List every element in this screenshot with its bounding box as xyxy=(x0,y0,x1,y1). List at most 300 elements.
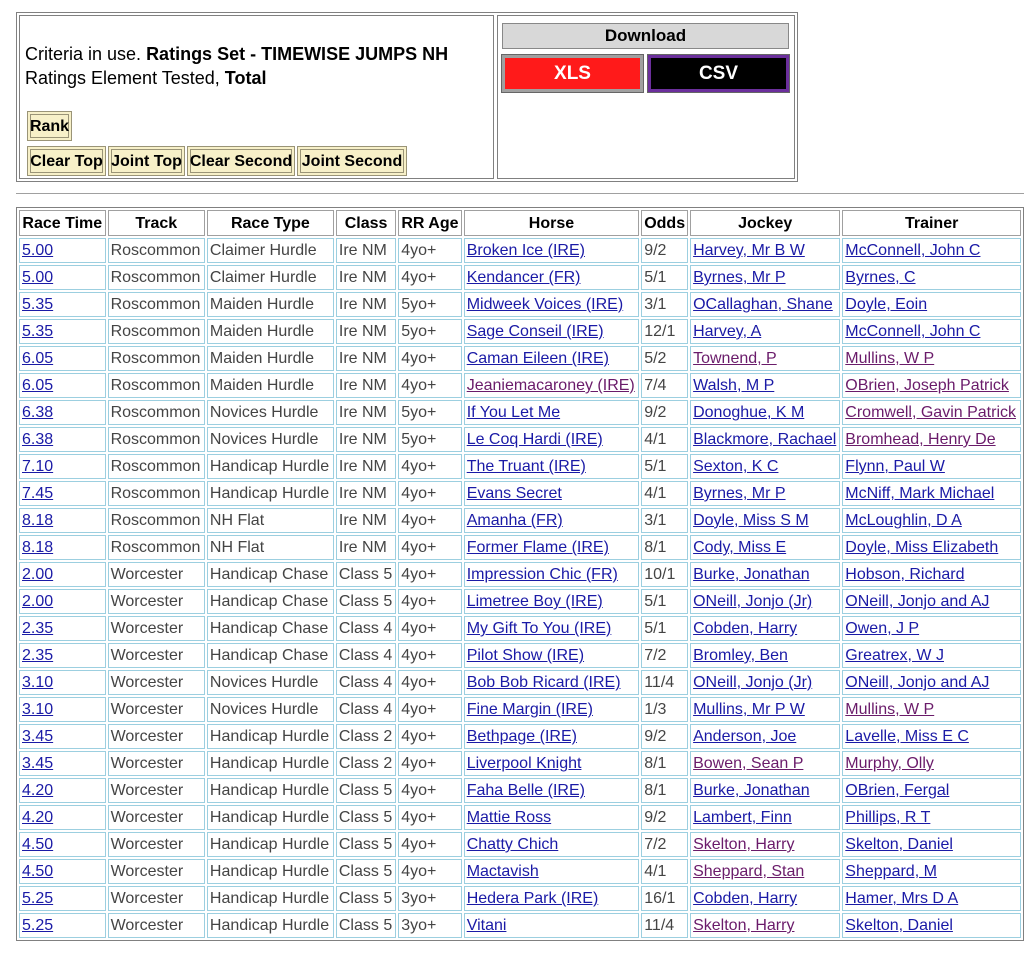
horse-cell xyxy=(464,670,640,695)
table-row xyxy=(19,238,1021,263)
criteria-box xyxy=(19,15,494,179)
race-type-cell: Handicap Hurdle xyxy=(207,778,334,803)
rr-age-cell: 4yo+ xyxy=(398,832,461,857)
class-cell: Class 4 xyxy=(336,697,396,722)
race-time-link[interactable]: 8.18 xyxy=(22,539,54,556)
race-time-link[interactable]: 3.45 xyxy=(22,728,54,745)
jockey-cell xyxy=(690,265,840,290)
horse-cell xyxy=(464,589,640,614)
table-row xyxy=(19,535,1021,560)
horse-link[interactable]: Midweek Voices (IRE) xyxy=(466,296,624,313)
jockey-cell xyxy=(690,643,840,668)
rr-age-cell: 4yo+ xyxy=(398,643,461,668)
trainer-link[interactable]: Phillips, R T xyxy=(845,809,931,826)
trainer-link[interactable]: Mullins, W P xyxy=(845,350,935,367)
odds-cell: 7/4 xyxy=(641,373,688,398)
trainer-link[interactable]: Mullins, W P xyxy=(845,701,935,718)
jockey-link[interactable]: Sheppard, Stan xyxy=(693,863,805,880)
horse-link[interactable]: Evans Secret xyxy=(466,485,562,502)
jockey-link[interactable]: Skelton, Harry xyxy=(693,836,795,853)
horse-link[interactable]: Mactavish xyxy=(466,863,539,880)
odds-cell: 5/1 xyxy=(641,454,688,479)
class-cell: Ire NM xyxy=(336,346,396,371)
horse-cell xyxy=(464,508,640,533)
jockey-cell xyxy=(690,400,840,425)
horse-cell xyxy=(464,562,640,587)
horse-link[interactable]: Bethpage (IRE) xyxy=(466,728,577,745)
race-time-link[interactable]: 5.25 xyxy=(22,917,54,934)
odds-cell: 3/1 xyxy=(641,508,688,533)
horse-link[interactable]: Broken Ice (IRE) xyxy=(466,242,585,259)
xls-download-button[interactable]: XLS xyxy=(502,55,643,92)
race-time-link[interactable]: 3.10 xyxy=(22,701,54,718)
track-cell: Worcester xyxy=(108,697,205,722)
rr-age-cell: 4yo+ xyxy=(398,697,461,722)
track-cell: Roscommon xyxy=(108,265,205,290)
trainer-link[interactable]: Skelton, Daniel xyxy=(845,836,953,853)
horse-cell xyxy=(464,373,640,398)
table-row xyxy=(19,373,1021,398)
class-cell: Ire NM xyxy=(336,292,396,317)
horse-link[interactable]: Hedera Park (IRE) xyxy=(466,890,599,907)
trainer-cell xyxy=(842,643,1021,668)
race-time-link[interactable]: 6.38 xyxy=(22,431,54,448)
table-row xyxy=(19,697,1021,722)
column-header-trainer[interactable]: Trainer xyxy=(842,210,1021,236)
jockey-link[interactable]: Sexton, K C xyxy=(693,458,779,475)
jockey-cell xyxy=(690,832,840,857)
trainer-cell xyxy=(842,616,1021,641)
trainer-cell xyxy=(842,751,1021,776)
rr-age-cell: 5yo+ xyxy=(398,292,461,317)
rr-age-cell: 4yo+ xyxy=(398,481,461,506)
jockey-link[interactable]: Byrnes, Mr P xyxy=(693,485,786,502)
race-time-link[interactable]: 5.35 xyxy=(22,323,54,340)
horse-link[interactable]: Pilot Show (IRE) xyxy=(466,647,585,664)
race-time-link[interactable]: 5.00 xyxy=(22,269,54,286)
table-row xyxy=(19,832,1021,857)
class-cell: Class 5 xyxy=(336,886,396,911)
horse-link[interactable]: Jeaniemacaroney (IRE) xyxy=(466,377,635,394)
odds-cell: 16/1 xyxy=(641,886,688,911)
trainer-link[interactable]: Owen, J P xyxy=(845,620,920,637)
horse-cell xyxy=(464,319,640,344)
table-row xyxy=(19,724,1021,749)
horse-cell xyxy=(464,724,640,749)
race-time-cell xyxy=(19,319,106,344)
joint-second-button[interactable]: Joint Second xyxy=(297,146,407,176)
trainer-link[interactable]: ONeill, Jonjo and AJ xyxy=(845,674,990,691)
trainer-cell xyxy=(842,481,1021,506)
trainer-link[interactable]: McConnell, John C xyxy=(845,242,981,259)
criteria-prefix: Criteria in use. xyxy=(25,44,142,64)
jockey-cell xyxy=(690,373,840,398)
trainer-link[interactable]: Cromwell, Gavin Patrick xyxy=(845,404,1016,421)
race-time-link[interactable]: 4.20 xyxy=(22,809,54,826)
track-cell: Roscommon xyxy=(108,292,205,317)
jockey-link[interactable]: Burke, Jonathan xyxy=(693,782,810,799)
race-time-cell xyxy=(19,562,106,587)
rr-age-cell: 4yo+ xyxy=(398,778,461,803)
table-row xyxy=(19,265,1021,290)
race-type-cell: Handicap Chase xyxy=(207,589,334,614)
odds-cell: 3/1 xyxy=(641,292,688,317)
race-time-link[interactable]: 4.50 xyxy=(22,863,54,880)
rr-age-cell: 4yo+ xyxy=(398,859,461,884)
ratings-set-label: Ratings Set - TIMEWISE JUMPS NH xyxy=(146,44,449,64)
joint-top-button[interactable]: Joint Top xyxy=(108,146,185,176)
jockey-link[interactable]: Anderson, Joe xyxy=(693,728,797,745)
jockey-link[interactable]: Blackmore, Rachael xyxy=(693,431,837,448)
jockey-cell xyxy=(690,508,840,533)
trainer-link[interactable]: OBrien, Fergal xyxy=(845,782,950,799)
track-cell: Roscommon xyxy=(108,481,205,506)
table-row xyxy=(19,670,1021,695)
horse-link[interactable]: Sage Conseil (IRE) xyxy=(466,323,604,340)
horse-cell xyxy=(464,481,640,506)
jockey-link[interactable]: Lambert, Finn xyxy=(693,809,792,826)
race-time-link[interactable]: 8.18 xyxy=(22,512,54,529)
column-header-rr-age[interactable]: RR Age xyxy=(398,210,461,236)
column-header-race-time[interactable]: Race Time xyxy=(19,210,106,236)
trainer-cell xyxy=(842,427,1021,452)
class-cell: Class 4 xyxy=(336,616,396,641)
track-cell: Worcester xyxy=(108,805,205,830)
trainer-link[interactable]: McConnell, John C xyxy=(845,323,981,340)
track-cell: Worcester xyxy=(108,778,205,803)
class-cell: Ire NM xyxy=(336,454,396,479)
jockey-link[interactable]: Skelton, Harry xyxy=(693,917,795,934)
jockey-link[interactable]: Bromley, Ben xyxy=(693,647,788,664)
horse-cell xyxy=(464,427,640,452)
jockey-link[interactable]: OCallaghan, Shane xyxy=(693,296,833,313)
track-cell: Roscommon xyxy=(108,319,205,344)
horse-cell xyxy=(464,832,640,857)
horse-link[interactable]: Kendancer (FR) xyxy=(466,269,581,286)
trainer-link[interactable]: ONeill, Jonjo and AJ xyxy=(845,593,990,610)
race-type-cell: Handicap Hurdle xyxy=(207,724,334,749)
race-type-cell: Maiden Hurdle xyxy=(207,373,334,398)
column-header-odds[interactable]: Odds xyxy=(641,210,688,236)
column-header-class[interactable]: Class xyxy=(336,210,396,236)
odds-cell: 1/3 xyxy=(641,697,688,722)
jockey-cell xyxy=(690,319,840,344)
trainer-cell xyxy=(842,886,1021,911)
class-cell: Ire NM xyxy=(336,319,396,344)
table-row xyxy=(19,400,1021,425)
rr-age-cell: 4yo+ xyxy=(398,805,461,830)
jockey-link[interactable]: Cody, Miss E xyxy=(693,539,787,556)
table-row xyxy=(19,859,1021,884)
jockey-cell xyxy=(690,670,840,695)
horse-link[interactable]: Liverpool Knight xyxy=(466,755,582,772)
jockey-link[interactable]: Mullins, Mr P W xyxy=(693,701,805,718)
race-type-cell: Handicap Hurdle xyxy=(207,886,334,911)
column-header-horse[interactable]: Horse xyxy=(464,210,640,236)
jockey-cell xyxy=(690,805,840,830)
jockey-link[interactable]: ONeill, Jonjo (Jr) xyxy=(693,674,813,691)
odds-cell: 10/1 xyxy=(641,562,688,587)
jockey-cell xyxy=(690,616,840,641)
race-type-cell: NH Flat xyxy=(207,508,334,533)
jockey-link[interactable]: Burke, Jonathan xyxy=(693,566,810,583)
rr-age-cell: 3yo+ xyxy=(398,886,461,911)
clear-top-button[interactable]: Clear Top xyxy=(27,146,106,176)
race-time-link[interactable]: 3.45 xyxy=(22,755,54,772)
horse-link[interactable]: Vitani xyxy=(466,917,507,934)
trainer-cell xyxy=(842,292,1021,317)
jockey-link[interactable]: Cobden, Harry xyxy=(693,890,798,907)
table-row xyxy=(19,346,1021,371)
odds-cell: 9/2 xyxy=(641,805,688,830)
race-type-cell: Handicap Hurdle xyxy=(207,481,334,506)
race-time-link[interactable]: 5.25 xyxy=(22,890,54,907)
race-time-link[interactable]: 5.35 xyxy=(22,296,54,313)
odds-cell: 5/2 xyxy=(641,346,688,371)
horse-link[interactable]: Chatty Chich xyxy=(466,836,559,853)
table-header-row xyxy=(19,210,1021,236)
table-body xyxy=(19,238,1021,938)
horse-cell xyxy=(464,346,640,371)
trainer-link[interactable]: Murphy, Olly xyxy=(845,755,934,772)
horse-cell xyxy=(464,751,640,776)
race-type-cell: Handicap Hurdle xyxy=(207,859,334,884)
class-cell: Class 2 xyxy=(336,724,396,749)
table-row xyxy=(19,616,1021,641)
trainer-link[interactable]: Bromhead, Henry De xyxy=(845,431,996,448)
race-time-link[interactable]: 6.05 xyxy=(22,350,54,367)
trainer-cell xyxy=(842,346,1021,371)
race-type-cell: Handicap Chase xyxy=(207,643,334,668)
rank-button[interactable]: Rank xyxy=(27,111,72,141)
horse-link[interactable]: The Truant (IRE) xyxy=(466,458,586,475)
class-cell: Class 5 xyxy=(336,913,396,938)
jockey-link[interactable]: Walsh, M P xyxy=(693,377,775,394)
horse-cell xyxy=(464,292,640,317)
table-row xyxy=(19,778,1021,803)
horse-cell xyxy=(464,238,640,263)
trainer-link[interactable]: Hobson, Richard xyxy=(845,566,965,583)
race-time-cell xyxy=(19,400,106,425)
race-type-cell: Handicap Hurdle xyxy=(207,832,334,857)
table-row xyxy=(19,454,1021,479)
trainer-cell xyxy=(842,913,1021,938)
horse-link[interactable]: Faha Belle (IRE) xyxy=(466,782,585,799)
trainer-link[interactable]: Skelton, Daniel xyxy=(845,917,953,934)
trainer-cell xyxy=(842,724,1021,749)
race-time-link[interactable]: 5.00 xyxy=(22,242,54,259)
race-time-link[interactable]: 2.35 xyxy=(22,620,54,637)
race-type-cell: Claimer Hurdle xyxy=(207,265,334,290)
horse-link[interactable]: Le Coq Hardi (IRE) xyxy=(466,431,603,448)
class-cell: Ire NM xyxy=(336,481,396,506)
horse-cell xyxy=(464,778,640,803)
class-cell: Class 2 xyxy=(336,751,396,776)
race-time-link[interactable]: 6.05 xyxy=(22,377,54,394)
trainer-link[interactable]: McLoughlin, D A xyxy=(845,512,962,529)
trainer-link[interactable]: Doyle, Eoin xyxy=(845,296,928,313)
track-cell: Worcester xyxy=(108,616,205,641)
column-header-race-type[interactable]: Race Type xyxy=(207,210,334,236)
horse-link[interactable]: Bob Bob Ricard (IRE) xyxy=(466,674,621,691)
class-cell: Class 5 xyxy=(336,562,396,587)
rr-age-cell: 4yo+ xyxy=(398,373,461,398)
jockey-link[interactable]: Townend, P xyxy=(693,350,777,367)
track-cell: Roscommon xyxy=(108,454,205,479)
race-time-cell xyxy=(19,913,106,938)
rr-age-cell: 4yo+ xyxy=(398,562,461,587)
rr-age-cell: 4yo+ xyxy=(398,265,461,290)
jockey-link[interactable]: Bowen, Sean P xyxy=(693,755,804,772)
trainer-cell xyxy=(842,589,1021,614)
odds-cell: 4/1 xyxy=(641,859,688,884)
odds-cell: 8/1 xyxy=(641,751,688,776)
trainer-cell xyxy=(842,373,1021,398)
race-time-cell xyxy=(19,508,106,533)
horse-cell xyxy=(464,400,640,425)
race-type-cell: Claimer Hurdle xyxy=(207,238,334,263)
rr-age-cell: 5yo+ xyxy=(398,427,461,452)
race-time-cell xyxy=(19,292,106,317)
horse-link[interactable]: Mattie Ross xyxy=(466,809,552,826)
track-cell: Roscommon xyxy=(108,508,205,533)
rr-age-cell: 4yo+ xyxy=(398,346,461,371)
odds-cell: 9/2 xyxy=(641,400,688,425)
horse-link[interactable]: Former Flame (IRE) xyxy=(466,539,609,556)
race-type-cell: Maiden Hurdle xyxy=(207,319,334,344)
results-table xyxy=(16,207,1024,941)
class-cell: Class 4 xyxy=(336,643,396,668)
race-time-link[interactable]: 3.10 xyxy=(22,674,54,691)
trainer-link[interactable]: OBrien, Joseph Patrick xyxy=(845,377,1009,394)
rr-age-cell: 4yo+ xyxy=(398,535,461,560)
race-time-cell xyxy=(19,697,106,722)
race-time-cell xyxy=(19,859,106,884)
race-time-link[interactable]: 4.50 xyxy=(22,836,54,853)
horse-link[interactable]: Caman Eileen (IRE) xyxy=(466,350,609,367)
table-row xyxy=(19,292,1021,317)
trainer-cell xyxy=(842,400,1021,425)
class-cell: Ire NM xyxy=(336,427,396,452)
table-row xyxy=(19,481,1021,506)
trainer-link[interactable]: McNiff, Mark Michael xyxy=(845,485,995,502)
race-time-cell xyxy=(19,454,106,479)
race-time-link[interactable]: 2.00 xyxy=(22,593,54,610)
rr-age-cell: 4yo+ xyxy=(398,724,461,749)
jockey-link[interactable]: Harvey, Mr B W xyxy=(693,242,805,259)
odds-cell: 9/2 xyxy=(641,724,688,749)
jockey-cell xyxy=(690,535,840,560)
jockey-cell xyxy=(690,724,840,749)
race-time-cell xyxy=(19,589,106,614)
trainer-link[interactable]: Doyle, Miss Elizabeth xyxy=(845,539,999,556)
jockey-link[interactable]: Byrnes, Mr P xyxy=(693,269,786,286)
track-cell: Roscommon xyxy=(108,535,205,560)
race-time-cell xyxy=(19,238,106,263)
column-header-track[interactable]: Track xyxy=(108,210,205,236)
class-cell: Class 5 xyxy=(336,589,396,614)
track-cell: Worcester xyxy=(108,859,205,884)
odds-cell: 8/1 xyxy=(641,778,688,803)
race-time-cell xyxy=(19,481,106,506)
column-header-jockey[interactable]: Jockey xyxy=(690,210,840,236)
trainer-cell xyxy=(842,535,1021,560)
horse-link[interactable]: Limetree Boy (IRE) xyxy=(466,593,603,610)
horse-link[interactable]: If You Let Me xyxy=(466,404,561,421)
jockey-cell xyxy=(690,913,840,938)
jockey-link[interactable]: Harvey, A xyxy=(693,323,762,340)
trainer-cell xyxy=(842,265,1021,290)
class-cell: Class 5 xyxy=(336,832,396,857)
csv-download-button[interactable]: CSV xyxy=(648,55,789,92)
jockey-link[interactable]: ONeill, Jonjo (Jr) xyxy=(693,593,813,610)
trainer-link[interactable]: Flynn, Paul W xyxy=(845,458,945,475)
horse-cell xyxy=(464,454,640,479)
rr-age-cell: 4yo+ xyxy=(398,751,461,776)
jockey-cell xyxy=(690,589,840,614)
table-row xyxy=(19,643,1021,668)
horse-link[interactable]: Amanha (FR) xyxy=(466,512,563,529)
trainer-cell xyxy=(842,319,1021,344)
horse-link[interactable]: My Gift To You (IRE) xyxy=(466,620,612,637)
download-title: Download xyxy=(502,23,789,49)
race-time-link[interactable]: 6.38 xyxy=(22,404,54,421)
horse-link[interactable]: Fine Margin (IRE) xyxy=(466,701,593,718)
trainer-link[interactable]: Greatrex, W J xyxy=(845,647,944,664)
horse-link[interactable]: Impression Chic (FR) xyxy=(466,566,618,583)
trainer-link[interactable]: Byrnes, C xyxy=(845,269,916,286)
clear-second-button[interactable]: Clear Second xyxy=(187,146,295,176)
jockey-cell xyxy=(690,859,840,884)
jockey-cell xyxy=(690,346,840,371)
race-type-cell: Handicap Hurdle xyxy=(207,913,334,938)
race-time-cell xyxy=(19,346,106,371)
jockey-cell xyxy=(690,886,840,911)
horse-cell xyxy=(464,913,640,938)
race-time-cell xyxy=(19,265,106,290)
race-time-link[interactable]: 4.20 xyxy=(22,782,54,799)
race-type-cell: Maiden Hurdle xyxy=(207,292,334,317)
race-type-cell: Handicap Hurdle xyxy=(207,751,334,776)
race-time-link[interactable]: 7.10 xyxy=(22,458,54,475)
odds-cell: 11/4 xyxy=(641,913,688,938)
jockey-link[interactable]: Cobden, Harry xyxy=(693,620,798,637)
track-cell: Roscommon xyxy=(108,427,205,452)
rr-age-cell: 5yo+ xyxy=(398,319,461,344)
trainer-cell xyxy=(842,670,1021,695)
odds-cell: 5/1 xyxy=(641,589,688,614)
criteria-text xyxy=(25,42,448,90)
trainer-link[interactable]: Lavelle, Miss E C xyxy=(845,728,969,745)
class-cell: Ire NM xyxy=(336,265,396,290)
track-cell: Worcester xyxy=(108,886,205,911)
race-time-cell xyxy=(19,373,106,398)
jockey-cell xyxy=(690,778,840,803)
trainer-link[interactable]: Sheppard, M xyxy=(845,863,937,880)
race-time-cell xyxy=(19,724,106,749)
race-time-link[interactable]: 2.35 xyxy=(22,647,54,664)
class-cell: Ire NM xyxy=(336,400,396,425)
race-time-link[interactable]: 7.45 xyxy=(22,485,54,502)
race-time-link[interactable]: 2.00 xyxy=(22,566,54,583)
trainer-link[interactable]: Hamer, Mrs D A xyxy=(845,890,959,907)
jockey-link[interactable]: Donoghue, K M xyxy=(693,404,805,421)
odds-cell: 9/2 xyxy=(641,238,688,263)
jockey-link[interactable]: Doyle, Miss S M xyxy=(693,512,809,529)
jockey-cell xyxy=(690,481,840,506)
ratings-element-value: Total xyxy=(224,68,267,88)
odds-cell: 4/1 xyxy=(641,481,688,506)
